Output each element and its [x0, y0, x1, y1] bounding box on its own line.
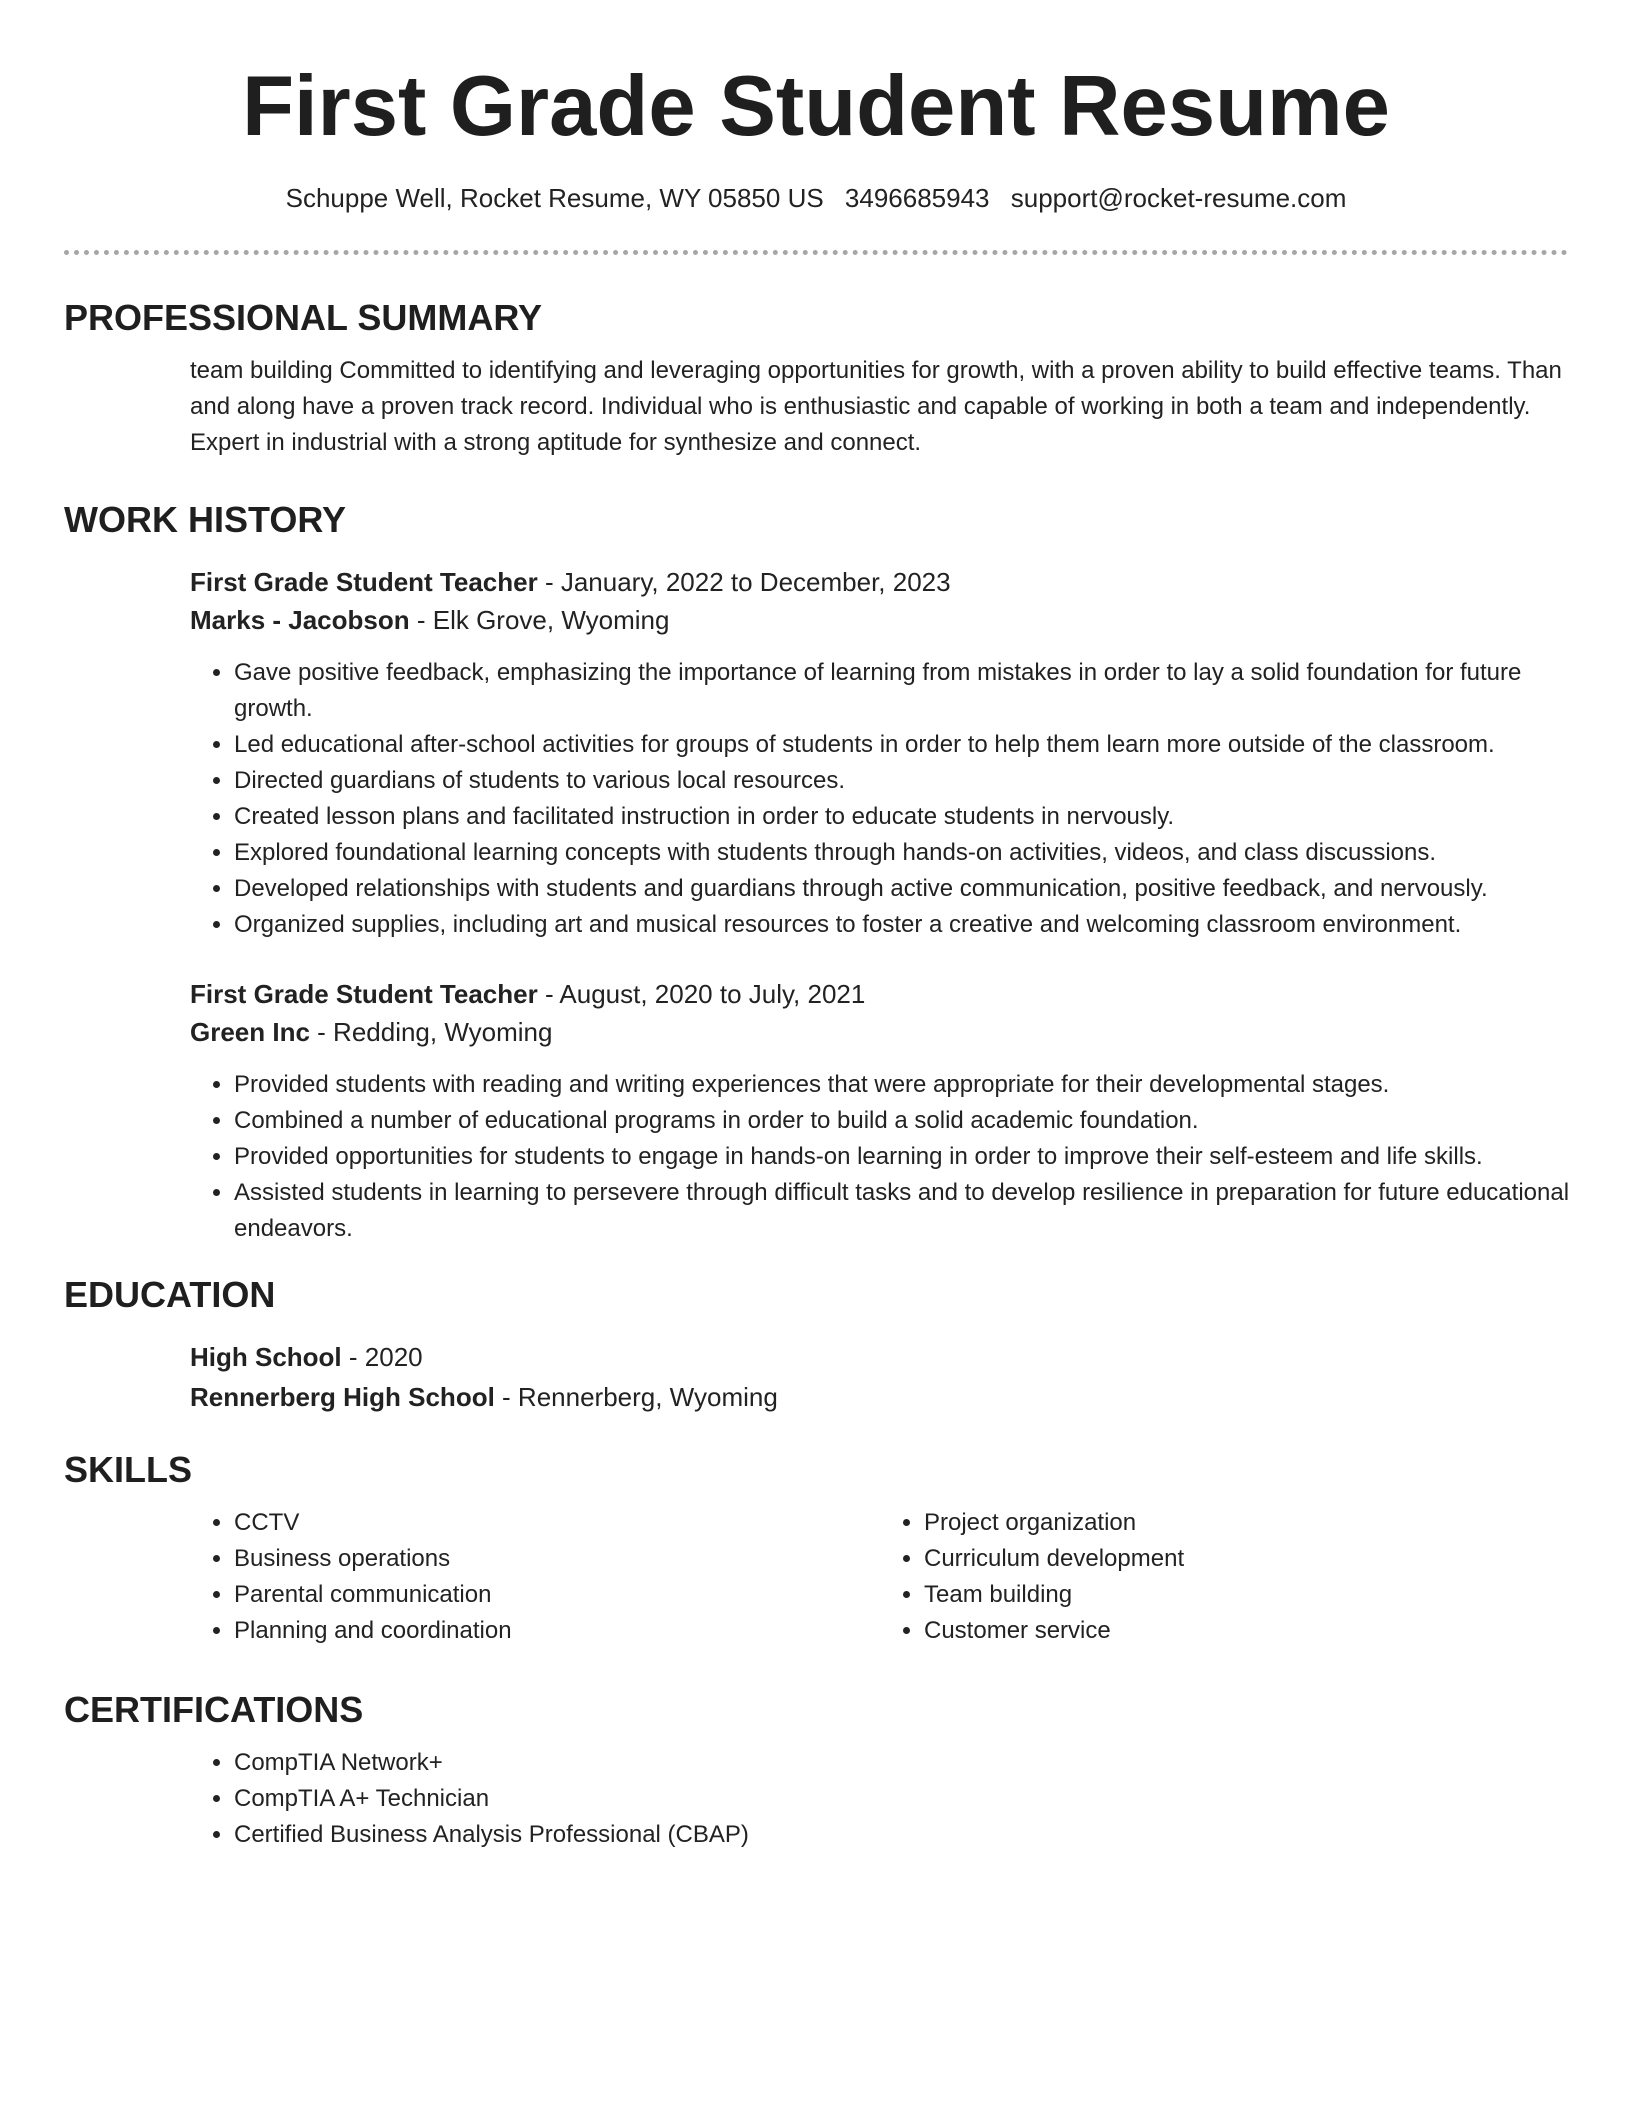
- job-location: - Elk Grove, Wyoming: [409, 605, 670, 635]
- skill-item: • Customer service: [924, 1613, 1570, 1649]
- certifications-list: [190, 1745, 1570, 1853]
- education-section: [64, 1270, 1568, 1416]
- job-location: - Redding, Wyoming: [309, 1017, 553, 1047]
- contact-phone: 3496685943: [844, 183, 990, 213]
- summary-text: team building Committed to identifying and leveraging opportunities for growth, with a proven ability to build effective teams. Than and along have a proven track record. Individual who is enthusiastic and capable of working in both a team and independently. Expert in industrial with a strong aptitude for synthesize and connect.: [190, 357, 1562, 456]
- contact-address: Schuppe Well, Rocket Resume, WY 05850 US: [285, 183, 824, 213]
- work-history-heading: WORK HISTORY: [64, 499, 347, 540]
- summary-heading: PROFESSIONAL SUMMARY: [64, 297, 543, 338]
- education-school-line: [190, 1378, 1570, 1416]
- job-company: Green Inc: [190, 1017, 310, 1047]
- skills-section: [64, 1445, 1568, 1649]
- contact-line: [0, 178, 1632, 218]
- work-history-section: [64, 495, 1568, 1247]
- skill-item: • Planning and coordination: [234, 1613, 880, 1649]
- skills-list-right: [880, 1505, 1570, 1649]
- job-company: Marks - Jacobson: [190, 605, 410, 635]
- job-org-line: [190, 601, 1570, 639]
- list-item: • Provided students with reading and writing experiences that were appropriate for their developmental stages.: [234, 1067, 1570, 1103]
- skill-item: • Business operations: [234, 1541, 880, 1577]
- education-degree: High School: [190, 1342, 342, 1372]
- job-bullets: [190, 655, 1570, 943]
- job-title: First Grade Student Teacher: [190, 567, 538, 597]
- job-title-line: [190, 563, 1570, 601]
- job-entry: [190, 563, 1570, 943]
- skill-item: • CCTV: [234, 1505, 880, 1541]
- job-title-line: [190, 975, 1570, 1013]
- certifications-heading: CERTIFICATIONS: [64, 1689, 364, 1730]
- list-item: • Organized supplies, including art and musical resources to foster a creative and welcoming classroom environment.: [234, 907, 1570, 943]
- job-bullets: [190, 1067, 1570, 1247]
- skill-item: • Parental communication: [234, 1577, 880, 1613]
- education-year: - 2020: [341, 1342, 423, 1372]
- certification-item: • CompTIA A+ Technician: [234, 1781, 1570, 1817]
- list-item: • Created lesson plans and facilitated instruction in order to educate students in nervously.: [234, 799, 1570, 835]
- skills-heading: SKILLS: [64, 1449, 193, 1490]
- skill-item: • Curriculum development: [924, 1541, 1570, 1577]
- skill-item: • Project organization: [924, 1505, 1570, 1541]
- education-heading: EDUCATION: [64, 1274, 276, 1315]
- list-item: • Explored foundational learning concepts with students through hands-on activities, videos, and class discussions.: [234, 835, 1570, 871]
- list-item: • Directed guardians of students to various local resources.: [234, 763, 1570, 799]
- certifications-section: [64, 1685, 1568, 1853]
- education-school: Rennerberg High School: [190, 1382, 495, 1412]
- list-item: • Assisted students in learning to persevere through difficult tasks and to develop resilience in preparation for future educational endeavors.: [234, 1175, 1570, 1247]
- list-item: • Developed relationships with students and guardians through active communication, positive feedback, and nervously.: [234, 871, 1570, 907]
- list-item: • Provided opportunities for students to engage in hands-on learning in order to improve their self-esteem and life skills.: [234, 1139, 1570, 1175]
- job-entry: [190, 975, 1570, 1247]
- job-title: First Grade Student Teacher: [190, 979, 538, 1009]
- summary-section: [64, 293, 1568, 461]
- certification-item: • CompTIA Network+: [234, 1745, 1570, 1781]
- list-item: • Gave positive feedback, emphasizing the importance of learning from mistakes in order to lay a solid foundation for future growth.: [234, 655, 1570, 727]
- education-degree-line: [190, 1338, 1570, 1376]
- resume-title: First Grade Student Resume: [242, 59, 1390, 154]
- education-location: - Rennerberg, Wyoming: [494, 1382, 778, 1412]
- job-dates: - January, 2022 to December, 2023: [537, 567, 951, 597]
- certification-item: • Certified Business Analysis Professional (CBAP): [234, 1817, 1570, 1853]
- job-org-line: [190, 1013, 1570, 1051]
- contact-email: support@rocket-resume.com: [1010, 183, 1347, 213]
- list-item: • Led educational after-school activities for groups of students in order to help them learn more outside of the classroom.: [234, 727, 1570, 763]
- header-divider: [64, 250, 1568, 255]
- skills-list-left: [190, 1505, 880, 1649]
- skills-grid: [190, 1505, 1570, 1649]
- list-item: • Combined a number of educational programs in order to build a solid academic foundation.: [234, 1103, 1570, 1139]
- job-dates: - August, 2020 to July, 2021: [537, 979, 866, 1009]
- skill-item: • Team building: [924, 1577, 1570, 1613]
